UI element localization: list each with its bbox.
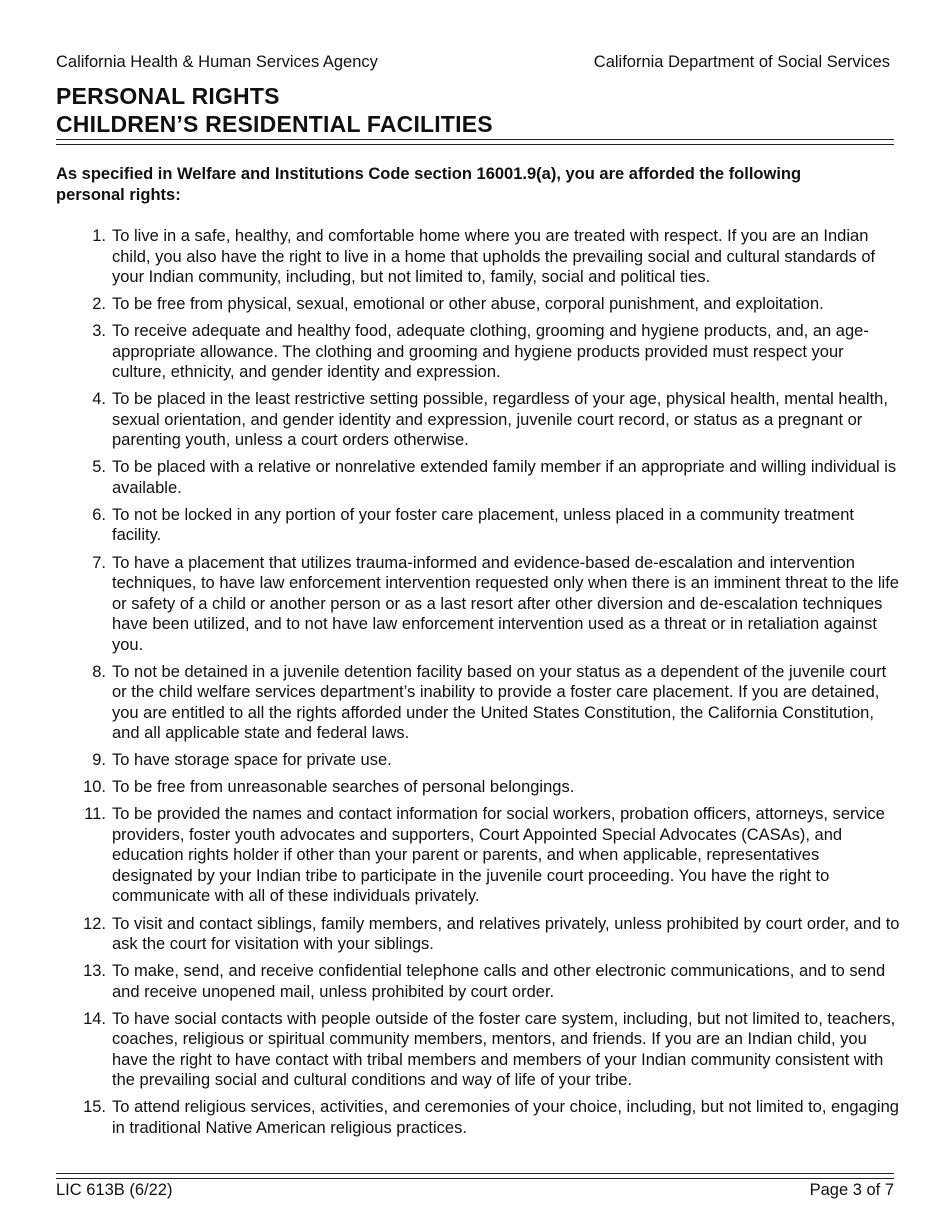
list-item-number: 4. bbox=[92, 390, 106, 409]
list-item-number: 1. bbox=[92, 227, 106, 245]
list-item bbox=[80, 389, 900, 451]
list-item-text: To not be locked in any portion of your foster care placement, unless placed in a community treatment facility. bbox=[112, 505, 854, 545]
department-name: California Department of Social Services bbox=[593, 53, 890, 71]
list-item-text: To attend religious services, activities, and ceremonies of your choice, including, but not limited to, engaging in traditional Native American religious practices. bbox=[112, 1098, 899, 1137]
intro-statement: As specified in Welfare and Institutions Code section 16001.9(a), you are afforded the following personal rights: bbox=[56, 165, 802, 204]
list-item bbox=[80, 750, 900, 771]
list-item bbox=[80, 321, 900, 383]
list-item-number: 15. bbox=[83, 1098, 106, 1117]
rights-list bbox=[80, 226, 900, 1145]
list-item bbox=[80, 804, 900, 907]
list-item-number: 11. bbox=[84, 805, 106, 824]
list-item-number: 10. bbox=[83, 778, 106, 797]
document-title bbox=[56, 82, 894, 138]
list-item-number: 3. bbox=[92, 322, 106, 341]
list-item-text: To live in a safe, healthy, and comfortable home where you are treated with respect. If you are an Indian child, you also have the right to live in a home that upholds the prevailing social and cultural standards of your Indian community, including, but not limited to, family, social and political ties. bbox=[112, 227, 876, 286]
list-item bbox=[80, 961, 900, 1002]
footer-divider bbox=[56, 1173, 894, 1179]
list-item-text: To not be detained in a juvenile detention facility based on your status as a dependent of the juvenile court or the child welfare services department’s inability to provide a foster care placement. If you are detained, you are entitled to all the rights afforded under the United States Constitution, the California Constitution, and all applicable state and federal laws. bbox=[112, 662, 887, 743]
list-item bbox=[80, 662, 900, 744]
list-item-text: To have storage space for private use. bbox=[112, 751, 392, 770]
list-item-number: 14. bbox=[83, 1009, 106, 1028]
list-item bbox=[80, 1009, 900, 1091]
list-item-number: 6. bbox=[92, 505, 106, 524]
title-line-1: PERSONAL RIGHTS bbox=[56, 83, 280, 109]
page-header bbox=[56, 52, 890, 72]
list-item-number: 7. bbox=[92, 553, 106, 572]
list-item-text: To be placed in the least restrictive setting possible, regardless of your age, physical health, mental health, sexual orientation, and gender identity and expression, juvenile court record, or status as a pregnant or parenting youth, unless a court orders otherwise. bbox=[112, 390, 888, 450]
list-item-text: To visit and contact siblings, family members, and relatives privately, unless prohibited by court order, and to ask the court for visitation with your siblings. bbox=[112, 914, 900, 954]
page-number: Page 3 of 7 bbox=[809, 1181, 894, 1199]
list-item-number: 2. bbox=[92, 295, 106, 314]
list-item-text: To be placed with a relative or nonrelative extended family member if an appropriate and willing individual is available. bbox=[112, 458, 897, 497]
list-item-text: To have social contacts with people outside of the foster care system, including, but not limited to, teachers, coaches, religious or spiritual community members, mentors, and friends. If you are an Indian child, you have the right to have contact with tribal members and members of your Indian community consistent with the prevailing social and cultural conditions and way of life of your tribe. bbox=[112, 1009, 896, 1090]
list-item bbox=[80, 294, 900, 315]
form-id: LIC 613B (6/22) bbox=[56, 1181, 173, 1199]
list-item-number: 12. bbox=[83, 914, 106, 933]
list-item-text: To be free from physical, sexual, emotional or other abuse, corporal punishment, and exploitation. bbox=[112, 295, 824, 314]
agency-name: California Health & Human Services Agency bbox=[56, 53, 378, 71]
list-item-text: To be provided the names and contact information for social workers, probation officers, attorneys, service providers, foster youth advocates and supporters, Court Appointed Special Advocates (CASAs), and education rights holder if other than your parent or parents, and when applicable, representatives designated by your Indian tribe to participate in the juvenile court proceeding. You have the right to communicate with all of these individuals privately. bbox=[112, 805, 885, 906]
list-item bbox=[80, 914, 900, 955]
list-item bbox=[80, 553, 900, 656]
list-item bbox=[80, 1097, 900, 1138]
header-divider bbox=[56, 139, 894, 145]
list-item-number: 13. bbox=[83, 962, 106, 981]
list-item-number: 5. bbox=[92, 458, 106, 477]
list-item bbox=[80, 457, 900, 498]
list-item bbox=[80, 505, 900, 546]
list-item-text: To make, send, and receive confidential telephone calls and other electronic communications, and to send and receive unopened mail, unless prohibited by court order. bbox=[112, 962, 886, 1001]
list-item-text: To be free from unreasonable searches of personal belongings. bbox=[112, 778, 575, 797]
list-item-text: To receive adequate and healthy food, adequate clothing, grooming and hygiene products, and, an age-appropriate allowance. The clothing and grooming and hygiene products provided must respect your culture, ethnicity, and gender identity and expression. bbox=[112, 322, 869, 382]
list-item-text: To have a placement that utilizes trauma-informed and evidence-based de-escalation and intervention techniques, to have law enforcement intervention requested only when there is an imminent threat to the life or safety of a child or another person or as a last resort after other diversion and de-escalation techniques have been utilized, and to not have law enforcement intervention used as a threat or in retaliation against you. bbox=[112, 553, 899, 654]
list-item bbox=[80, 777, 900, 798]
list-item-number: 8. bbox=[92, 662, 106, 681]
page-footer bbox=[56, 1180, 894, 1200]
title-line-2: CHILDREN’S RESIDENTIAL FACILITIES bbox=[56, 111, 493, 137]
list-item-number: 9. bbox=[92, 751, 106, 770]
list-item bbox=[80, 226, 900, 288]
